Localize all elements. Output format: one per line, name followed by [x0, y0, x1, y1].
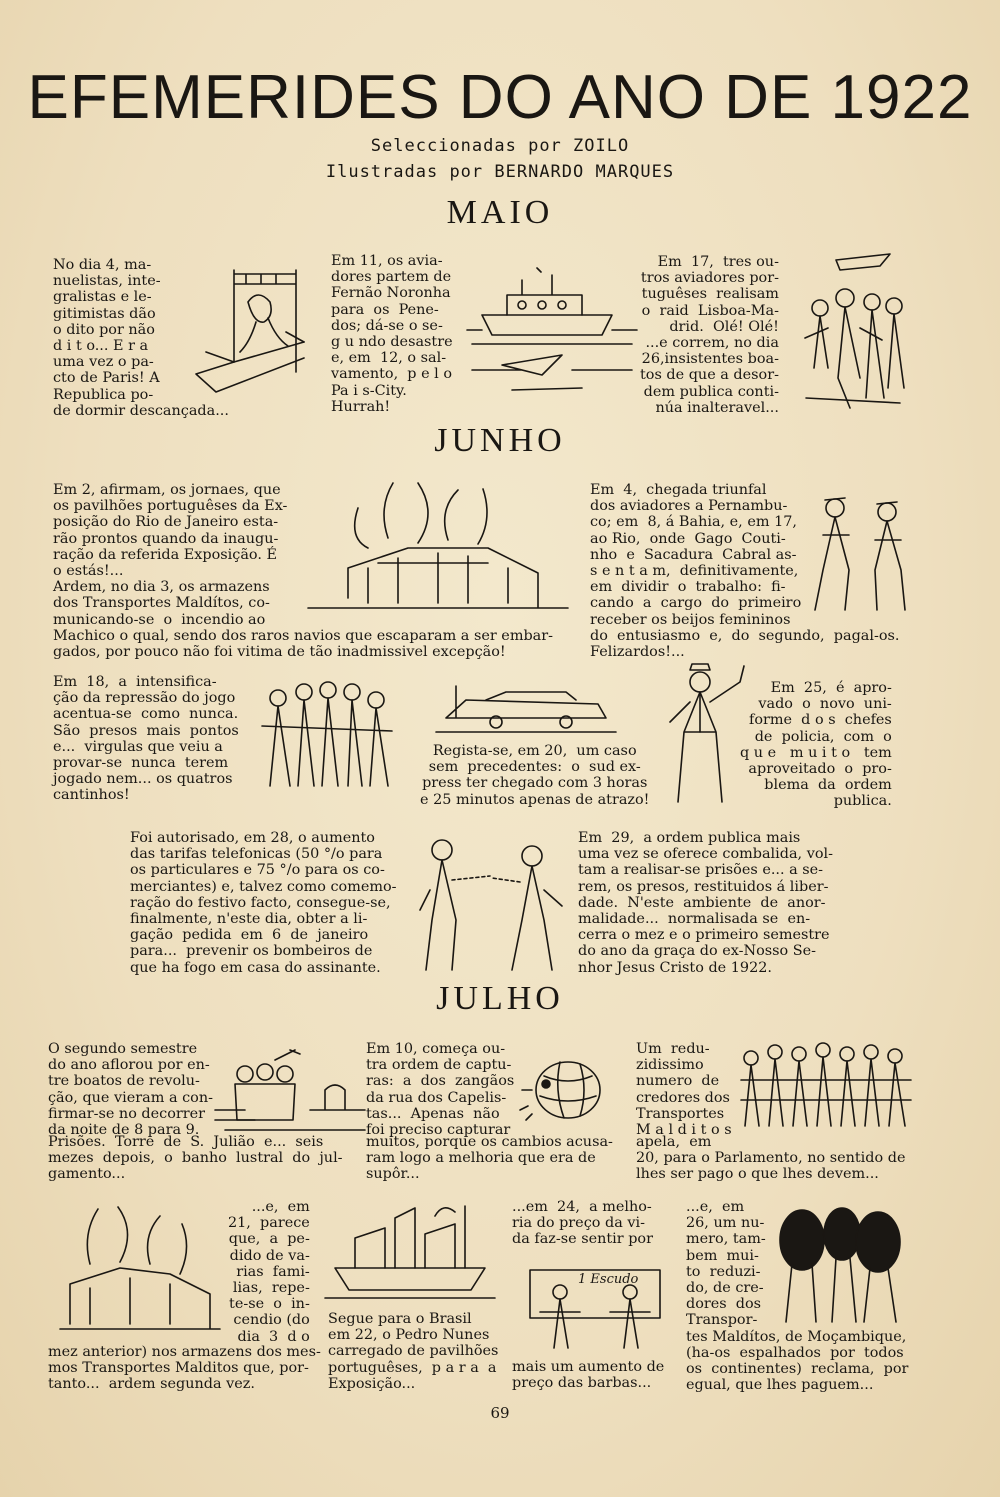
illustrated-by-credit: Ilustradas por BERNARDO MARQUES: [325, 162, 675, 182]
june-day18-text: Em 18, a intensifica- ção da repressão do jogo acentua-se como nunca. São presos mais pontos e... virgulas que veiu a provar-se nunca terem jogado nem... os quatros cantinhos!: [53, 674, 239, 804]
globe-bees-illustration: [510, 1050, 620, 1135]
june-day28-text: Foi autorisado, em 28, o aumento das tarifas telefonicas (50 °/o para os particulares e 75 °/o para os co- merciantes) e, talvez como comemo- ração do festivo facto, consegue-se, finalmente, n'este dia, obter a li- gação pedida em 6 de janeiro para... prevenir os bombeiros de que ha fogo em casa do assinante.: [130, 830, 397, 976]
month-heading-june: JUNHO: [434, 422, 566, 459]
may-day11-text: Em 11, os avia- dores partem de Fernão Noronha para os Pene- dos; dá-se o se- g u ndo desastre e, em 12, o sal- vamento, p e l o Pa i s-City. Hurrah!: [331, 253, 453, 415]
burning-warehouse-illustration: [308, 478, 568, 618]
june-day4-continued-text: do entusiasmo e, do segundo, pagal-os. Felizardos!...: [590, 628, 900, 661]
month-heading-july: JULHO: [436, 980, 564, 1017]
july-day21-text: ...e, em 21, parece que, a pe- dido de va- rias fami- lias, repe- te-se o in- cendio (do dia 3 d o: [228, 1199, 310, 1345]
arrested-gamblers-illustration: [256, 676, 396, 796]
page-number: 69: [490, 1404, 510, 1422]
june-day4-text: Em 4, chegada triunfal dos aviadores a Pernambu- co; em 8, á Bahia, e, em 17, ao Rio, onde Gago Couti- nho e Sacadura Cabral as- s e n t a m, definitivamente, em dividir o trabalho: fi- cando a cargo do primeiro receber os beijos femininos: [590, 482, 802, 628]
creditors-crowd-illustration: [735, 1040, 915, 1130]
crowd-cheering-illustration: [800, 248, 910, 418]
pedro-nunes-ship-illustration: [325, 1198, 495, 1308]
escudo-sign-label: 1 Escudo: [578, 1272, 639, 1287]
month-heading-may: MAIO: [446, 194, 554, 231]
prisoners-illustration: [215, 1040, 370, 1135]
second-fire-illustration: [60, 1204, 220, 1339]
june-day2-continued-text: Machico o qual, sendo dos raros navios que escaparam a ser embar- gados, por pouco não foi vitima de tão inadmissivel excepção!: [53, 628, 553, 661]
july-day22-text: Segue para o Brasil em 22, o Pedro Nunes carregado de pavilhões portuguêses, p a r a a Exposição...: [328, 1311, 499, 1392]
july-day10-text: Em 10, começa ou- tra ordem de captu- ras: a dos zangãos da rua dos Capelis- tas... Apenas não foi preciso capturar: [366, 1041, 515, 1139]
july-credores-text: Um redu- zidissimo numero de credores dos Transportes M a l d i t o s: [636, 1041, 732, 1139]
july-semestre-text: O segundo semestre do ano aflorou por en- tre boatos de revolu- ção, que vieram a con- firmar-se no decorrer da noite de 8 para 9.: [48, 1041, 213, 1139]
may-day17-text: Em 17, tres ou- tros aviadores por- tuguêses realisam o raid Lisboa-Ma- drid. Olé! Olé! ...e correm, no dia 26,insistentes boa- tos de que a desor- dem publica conti- núa inalteravel...: [640, 254, 779, 416]
july-credores-continued-text: apela, em 20, para o Parlamento, no sentido de lhes ser pago o que lhes devem...: [636, 1134, 906, 1183]
bed-illustration: [186, 262, 314, 397]
may-day4-text: No dia 4, ma- nuelistas, inte- gralistas e le- gitimistas dão o dito por não d i t o... E r a uma vez o pa- cto de Paris! A Republica po- de dormir descançada...: [53, 257, 229, 419]
ship-illustration: [462, 260, 642, 410]
june-day20-text: Regista-se, em 20, um caso sem precedentes: o sud ex- press ter chegado com 3 horas e 25 minutos apenas de atrazo!: [420, 743, 650, 808]
june-day2-text: Em 2, afirmam, os jornaes, que os pavilhões portuguêses da Ex- posição do Rio de Janeiro esta- rão prontos quando da inaugu- ração da referida Exposição. É o estás!... Ardem, no dia 3, os armazens dos Transportes Maldítos, co- municando-se o incendio ao: [53, 482, 288, 628]
june-day25-text: Em 25, é apro- vado o novo uni- forme d o s chefes de policia, com o q u e m u i t o tem aproveitado o pro- blema da ordem publica.: [740, 680, 892, 810]
page-title: EFEMERIDES DO ANO DE 1922: [27, 63, 973, 132]
july-day10-continued-text: muitos, porque os cambios acusa- ram logo a melhoria que era de supôr...: [366, 1134, 613, 1183]
july-day21-continued-text: mez anterior) nos armazens dos mes- mos Transportes Malditos que, por- tanto... ardem segunda vez.: [48, 1344, 321, 1393]
june-day29-text: Em 29, a ordem publica mais uma vez se oferece combalida, vol- tam a realisar-se prisões e... a se- rem, os presos, restituidos á liber- dade. N'este ambiente de anor- malidade... normalisada se en- cerra o mez e o primeiro semestre do ano da graça do ex-Nosso Se- nhor Jesus Cristo de 1922.: [578, 830, 833, 976]
aviators-kissing-illustration: [805, 490, 915, 620]
july-semestre-continued-text: Prisões. Torre de S. Julião e... seis mezes depois, o banho lustral do jul- gamento...: [48, 1134, 343, 1183]
selected-by-credit: Seleccionadas por ZOILO: [370, 136, 630, 156]
july-day24-text: ...em 24, a melho- ria do preço da vi- da faz-se sentir por: [512, 1199, 653, 1248]
train-illustration: [426, 678, 626, 738]
telephone-firemen-illustration: [412, 830, 572, 980]
july-day26-text: ...e, em 26, um nu- mero, tam- bem mui- to reduzi- do, de cre- dores dos Transpor- tes Maldítos, de Moçambique, (ha-os espalhados por todos os continentes) reclama, por egual, que lhes paguem...: [686, 1199, 909, 1394]
july-day24-continued-text: mais um aumento de preço das barbas...: [512, 1359, 665, 1392]
